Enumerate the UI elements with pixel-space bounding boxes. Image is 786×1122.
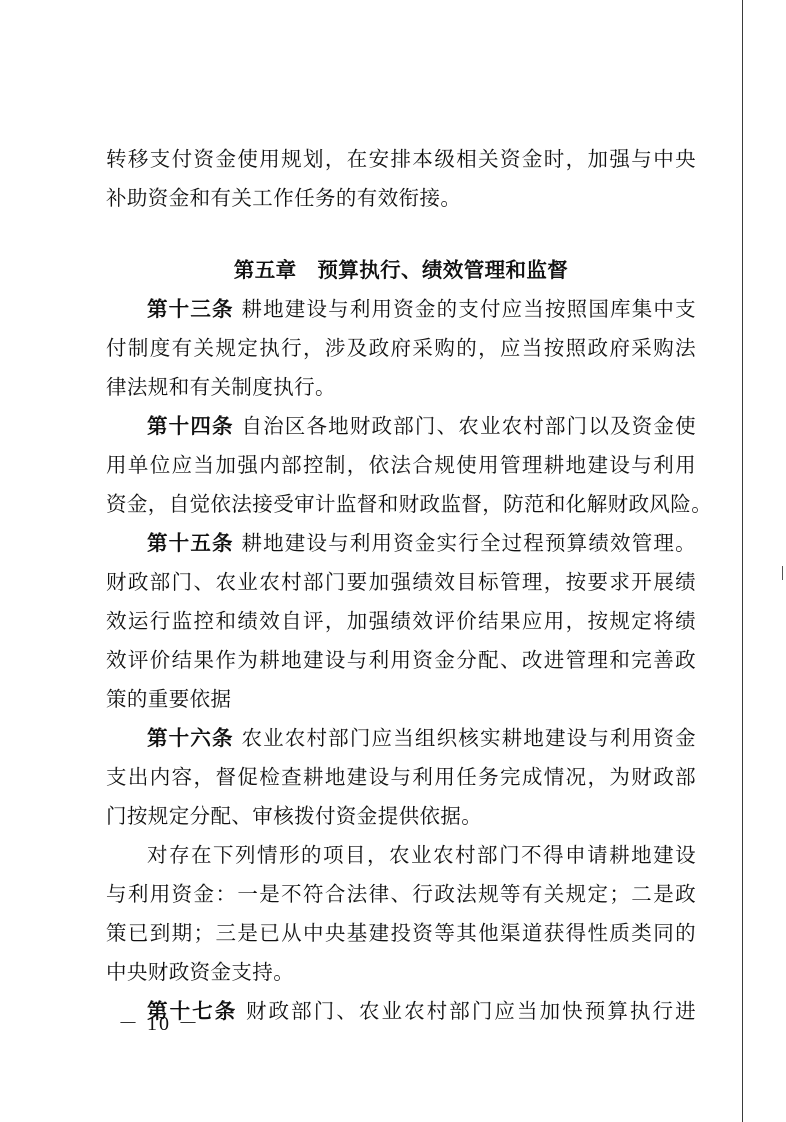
page-number: － 10 － bbox=[118, 1013, 200, 1035]
text-line: 策已到期；三是已从中央基建投资等其他渠道获得性质类同的 bbox=[106, 921, 696, 945]
article-label: 第十六条 bbox=[147, 726, 234, 750]
text-line: 用单位应当加强内部控制，依法合规使用管理耕地建设与利用 bbox=[106, 453, 696, 477]
text-line: 律法规和有关制度执行。 bbox=[106, 375, 336, 399]
text-line: 策的重要依据 bbox=[106, 687, 232, 711]
text-line: 中央财政资金支持。 bbox=[106, 960, 295, 984]
conditions-paragraph bbox=[106, 836, 696, 992]
scan-mark bbox=[782, 566, 783, 580]
text-line: 资金，自觉依法接受审计监督和财政监督，防范和化解财政风险。 bbox=[106, 492, 713, 516]
text-line: 效评价结果作为耕地建设与利用资金分配、改进管理和完善政 bbox=[106, 648, 696, 672]
article-15 bbox=[106, 524, 696, 719]
article-first-line bbox=[106, 290, 696, 329]
text-line: 与利用资金：一是不符合法律、行政法规等有关规定；二是政 bbox=[106, 882, 696, 906]
article-16 bbox=[106, 719, 696, 836]
scan-border-line bbox=[742, 0, 743, 1122]
article-first-text: 耕地建设与利用资金实行全过程预算绩效管理。 bbox=[241, 531, 696, 555]
article-label: 第十五条 bbox=[147, 531, 234, 555]
article-label: 第十四条 bbox=[147, 414, 234, 438]
article-label: 第十七条 bbox=[147, 999, 238, 1023]
text-line: 付制度有关规定执行，涉及政府采购的，应当按照政府采购法 bbox=[106, 336, 696, 360]
article-first-text: 耕地建设与利用资金的支付应当按照国库集中支 bbox=[241, 297, 696, 321]
text-line: 效运行监控和绩效自评，加强绩效评价结果应用，按规定将绩 bbox=[106, 609, 696, 633]
article-first-line bbox=[106, 407, 696, 446]
article-first-line bbox=[106, 719, 696, 758]
article-14 bbox=[106, 407, 713, 524]
chapter-heading: 第五章 预算执行、绩效管理和监督 bbox=[233, 258, 569, 282]
text-line: 支出内容，督促检查耕地建设与利用任务完成情况，为财政部 bbox=[106, 765, 696, 789]
article-first-text: 财政部门、农业农村部门应当加快预算执行进 bbox=[245, 999, 697, 1023]
continuation-paragraph bbox=[106, 140, 696, 218]
text-line: 财政部门、农业农村部门要加强绩效目标管理，按要求开展绩 bbox=[106, 570, 696, 594]
article-label: 第十三条 bbox=[147, 297, 234, 321]
text-line: 门按规定分配、审核拨付资金提供依据。 bbox=[106, 804, 483, 828]
text-line: 补助资金和有关工作任务的有效衔接。 bbox=[106, 186, 462, 210]
article-13 bbox=[106, 290, 696, 407]
document-body bbox=[106, 140, 713, 1031]
paragraph-first-line: 对存在下列情形的项目，农业农村部门不得申请耕地建设 bbox=[147, 843, 696, 867]
article-first-text: 农业农村部门应当组织核实耕地建设与利用资金 bbox=[241, 726, 696, 750]
article-first-text: 自治区各地财政部门、农业农村部门以及资金使 bbox=[241, 414, 696, 438]
text-line: 转移支付资金使用规划，在安排本级相关资金时，加强与中央 bbox=[106, 147, 696, 171]
article-first-line bbox=[106, 524, 696, 563]
